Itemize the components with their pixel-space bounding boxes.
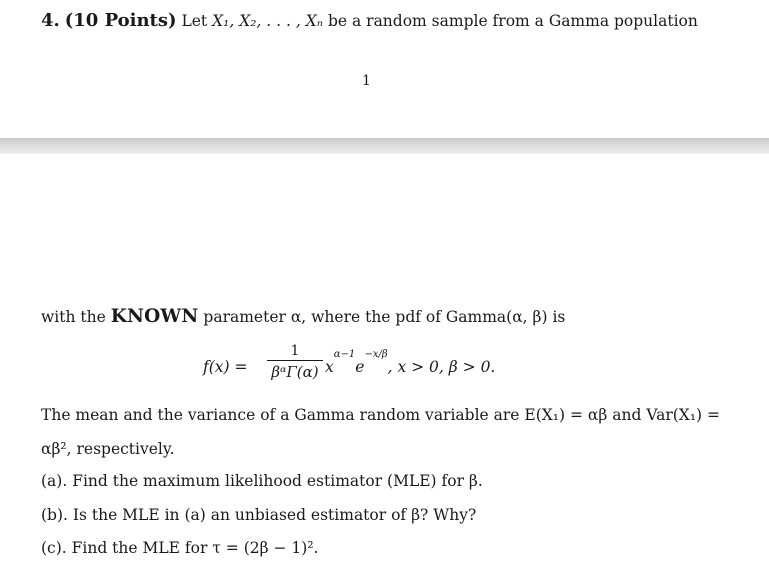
gamma-pdf-formula [203,343,543,389]
page-2 [0,154,769,587]
formula-lhs: f(x) = [203,358,248,376]
line1-text: parameter α, where the pdf of Gamma(α, β) is [203,308,566,326]
sample-variables: X₁, X₂, . . . , Xₙ [212,12,324,30]
fraction-denominator: βᵅΓ(α) [271,363,319,381]
mean-variance-line-1: The mean and the variance of a Gamma random variable are E(X₁) = αβ and Var(X₁) = [41,406,720,424]
page-separator [0,138,769,154]
formula-fraction [267,343,323,381]
page-number: 1 [362,73,371,89]
formula-base: x [325,358,334,376]
part-b: (b). Is the MLE in (a) an unbiased estimator of β? Why? [41,506,477,524]
line1-prefix: with the [41,308,106,326]
intro-suffix: be a random sample from a Gamma population [327,12,698,30]
question-points: (10 Points) [64,10,177,31]
page-1 [0,0,769,138]
mean-variance-line-2: αβ², respectively. [41,440,175,458]
known-parameter-line [41,306,565,327]
formula-exponent-1: α−1 [333,348,356,360]
question-header [41,10,698,31]
question-number: 4. [41,10,60,31]
formula-e: e [355,358,365,376]
fraction-bar [267,360,323,361]
part-a: (a). Find the maximum likelihood estimator (MLE) for β. [41,472,483,490]
formula-exponent-2: −x/β [364,348,388,360]
formula-conditions: , x > 0, β > 0. [387,358,496,376]
fraction-numerator: 1 [290,343,300,359]
intro-prefix: Let [181,12,208,30]
known-keyword: KNOWN [110,306,199,327]
part-c: (c). Find the MLE for τ = (2β − 1)². [41,539,319,557]
